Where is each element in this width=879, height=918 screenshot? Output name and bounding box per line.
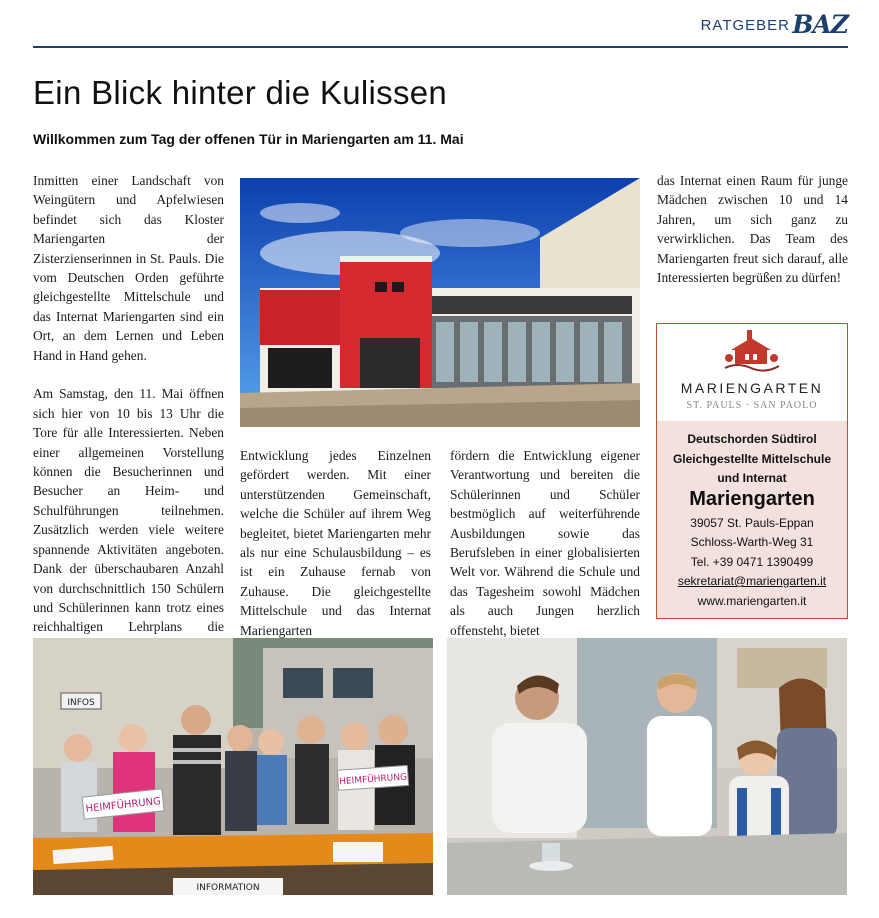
- article-paragraph: Inmitten einer Landschaft von Weingütern und Apfelwiesen befindet sich das Kloster Mariengarten der Zisterzienserinnen in St. Pauls. Die vom Deutschen Orden geführte gleichgestellte Mittelschule und das Internat Mariengarten sind ein Ort, an dem Lernen und Leben Hand in Hand gehen.: [33, 173, 224, 363]
- ad-email-link[interactable]: sekretariat@mariengarten.it: [677, 574, 827, 588]
- ad-brand-subtitle: ST. PAULS · SAN PAOLO: [686, 400, 818, 411]
- sign-information: INFORMATION: [196, 883, 260, 893]
- ad-contact-area: [657, 421, 847, 618]
- ad-brand-name: MARIENGARTEN: [680, 380, 824, 396]
- ad-school-type: Gleichgestellte Mittelschule: [672, 452, 832, 466]
- article-paragraph: Entwicklung jedes Einzelnen gefördert werden. Mit einer unterstützenden Gemeinschaft, welche die Schüler auf ihrem Weg begleitet, bietet Mariengarten mehr als nur eine Schulausbildung – es ist ein Zuhause fernab von Zuhause. Die gleichgestellte Mittelschule und das Internat Mariengarten: [240, 448, 431, 638]
- ad-address-city: 39057 St. Pauls-Eppan: [690, 516, 814, 530]
- article-paragraph: das Internat einen Raum für junge Mädchen zwischen 10 und 14 Jahren, um sich ganz zu verwirklichen. Das Team des Mariengarten freut sich darauf, alle Interessierten begrüßen zu dürfen!: [657, 173, 848, 286]
- ad-school-type-2: und Internat: [717, 471, 787, 485]
- article-title: Ein Blick hinter die Kulissen: [33, 74, 448, 111]
- article-paragraph: fördern die Entwicklung eigener Verantwortung und bereiten die Schülerinnen und Schüler bestmöglich auf weiterführende Ausbildungen sowie das Berufsleben in einer globalisierten Welt vor. Während die Schule und das Tagesheim sowohl Mädchen als auch Jungen herzlich offensteht, bietet: [450, 448, 640, 638]
- sign-heimfuehrung-left: HEIMFÜHRUNG: [85, 796, 162, 815]
- section-label: RATGEBER: [700, 17, 790, 34]
- article-column-2: [240, 446, 431, 640]
- ad-phone: Tel. +39 0471 1390499: [690, 555, 814, 569]
- article-subtitle: Willkommen zum Tag der offenen Tür in Mariengarten am 11. Mai: [33, 131, 464, 147]
- article-column-1: [33, 171, 224, 656]
- ad-school-name: Mariengarten: [689, 488, 815, 510]
- classroom-experiment-photo: [447, 638, 847, 895]
- mariengarten-advertisement: [656, 323, 848, 619]
- article-column-3: [450, 446, 640, 640]
- students-open-day-photo: [33, 638, 433, 895]
- sign-infos: INFOS: [67, 698, 95, 708]
- ad-organization: Deutschorden Südtirol: [687, 432, 817, 446]
- ad-address-street: Schloss-Warth-Weg 31: [690, 535, 814, 549]
- article-column-4: [657, 171, 848, 287]
- sign-heimfuehrung-right: HEIMFÜHRUNG: [338, 772, 408, 788]
- school-building-photo: [240, 178, 640, 427]
- ad-logo-area: [657, 324, 847, 421]
- ad-website-link[interactable]: www.mariengarten.it: [697, 594, 807, 608]
- page-header: [33, 0, 848, 48]
- publication-logo: BAZ: [792, 10, 848, 39]
- mariengarten-logo-icon: [717, 328, 787, 378]
- article-paragraph: Am Samstag, den 11. Mai öffnen sich hier von 10 bis 13 Uhr die Tore für alle Interessierten. Neben einer allgemeinen Vorstellung können die Besucherinnen und Besucher an Heim- und Schulführungen teilnehmen. Zusätzlich werden viele weitere spannende Aktivitäten angeboten. Dank der überschaubaren Anzahl von durchschnittlich 150 Schülern und Schülerinnen kann trotz eines reichhaltigen Lehrplans die: [33, 386, 224, 635]
